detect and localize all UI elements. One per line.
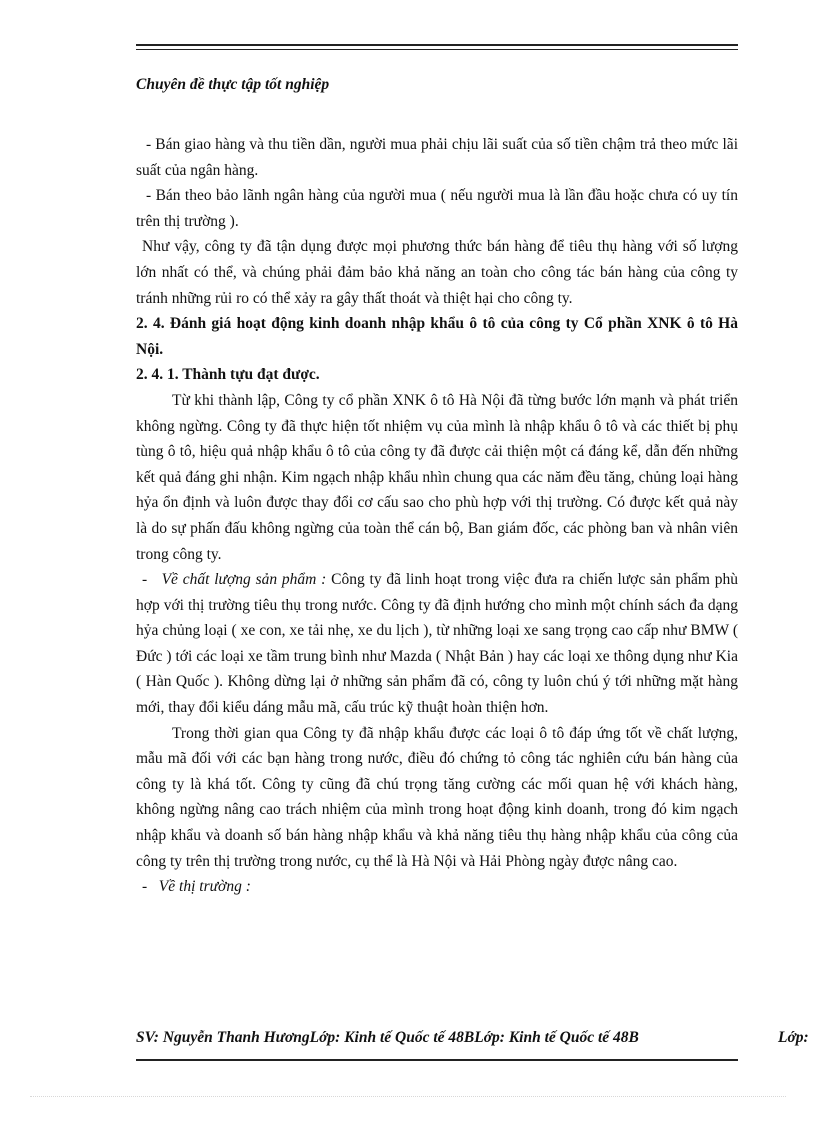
paragraph-bank-guarantee: - Bán theo bảo lãnh ngân hàng của người mua ( nếu người mua là lần đầu hoặc chưa có uy tín trên thị trường ). [136,187,738,230]
paragraph-summary: Như vậy, công ty đã tận dụng được mọi phương thức bán hàng để tiêu thụ hàng với số lượng lớn nhất có thể, và chúng phải đảm bảo khả năng an toàn cho công tác bán hàng của công ty tránh những rủi ro có thể xảy ra gây thất thoát và thiệt hại cho công ty. [136,238,738,307]
product-quality-label: Về chất lượng sản phẩm : [161,571,327,589]
bullet-dash: - [142,878,148,896]
page-header: Chuyên đề thực tập tốt nghiệp [136,76,330,93]
document-body [136,132,738,900]
paragraph-installment-sale: - Bán giao hàng và thu tiền dần, người mua phải chịu lãi suất của số tiền chậm trả theo mức lãi suất của ngân hàng. [136,136,738,179]
section-heading-2-4-1: 2. 4. 1. Thành tựu đạt được. [136,366,320,384]
footer-rule [136,1059,738,1061]
paragraph-market [136,874,738,900]
market-label: Về thị trường : [158,878,251,896]
bullet-dash: - [142,571,148,589]
product-quality-text: Công ty đã linh hoạt trong việc đưa ra chiến lược sản phẩm phù hợp với thị trường tiêu thụ trong nước. Công ty đã định hướng cho mình một chính sách đa dạng hỷa chủng loại ( xe con, xe tải nhẹ, xe du lịch ), từ những loại xe sang trọng cao cấp như BMW ( Đức ) tới các loại xe tầm trung bình như Mazda ( Nhật Bản ) hay các loại xe thông dụng như Kia ( Hàn Quốc ). Không dừng lại ở những sản phẩm đã có, công ty luôn chú ý tới những mặt hàng mới, thay đổi kiểu dáng mẫu mã, cấu trúc kỹ thuật hoàn thiện hơn. [136,571,738,717]
page-boundary [30,1096,786,1097]
paragraph-recent-period: Trong thời gian qua Công ty đã nhập khẩu được các loại ô tô đáp ứng tốt về chất lượng, mẫu mã đối với các bạn hàng trong nước, điều đó chứng tỏ công tác nghiên cứu bán hàng của công ty là khá tốt. Công ty cũng đã chú trọng tăng cường các mối quan hệ với khách hàng, không ngừng nâng cao trách nhiệm của mình trong hoạt động kinh doanh, trong đó kim ngạch nhập khẩu và doanh số bán hàng nhập khẩu và khả năng tiêu thụ hàng nhập khẩu của công của công ty trên thị trường trong nước, cụ thể là Hà Nội và Hải Phòng ngày được nâng cao. [136,724,738,870]
footer-overflow-label: Lớp: [778,1029,809,1046]
header-rule [136,44,738,50]
paragraph-product-quality [136,567,738,721]
footer-student-info: SV: Nguyễn Thanh HươngLớp: Kinh tế Quốc tế 48BLớp: Kinh tế Quốc tế 48B [136,1029,639,1046]
paragraph-achievements: Từ khi thành lập, Công ty cổ phần XNK ô tô Hà Nội đã từng bước lớn mạnh và phát triển không ngừng. Công ty đã thực hiện tốt nhiệm vụ của mình là nhập khẩu ô tô và các thiết bị phụ tùng ô tô, hiệu quả nhập khẩu ô tô của công ty đã được cải thiện một cá đáng kể, dẫn đến những kết quả đáng ghi nhận. Kim ngạch nhập khẩu nhìn chung qua các năm đều tăng, chủng loại hàng hỷa ổn định và luôn được thay đổi cơ cấu sao cho phù hợp với thị trường. Có được kết quả này là do sự phấn đấu không ngừng của toàn thể cán bộ, Ban giám đốc, các phòng ban và nhân viên trong công ty. [136,391,738,563]
section-heading-2-4: 2. 4. Đánh giá hoạt động kinh doanh nhập khẩu ô tô của công ty Cổ phần XNK ô tô Hà Nội. [136,315,738,358]
